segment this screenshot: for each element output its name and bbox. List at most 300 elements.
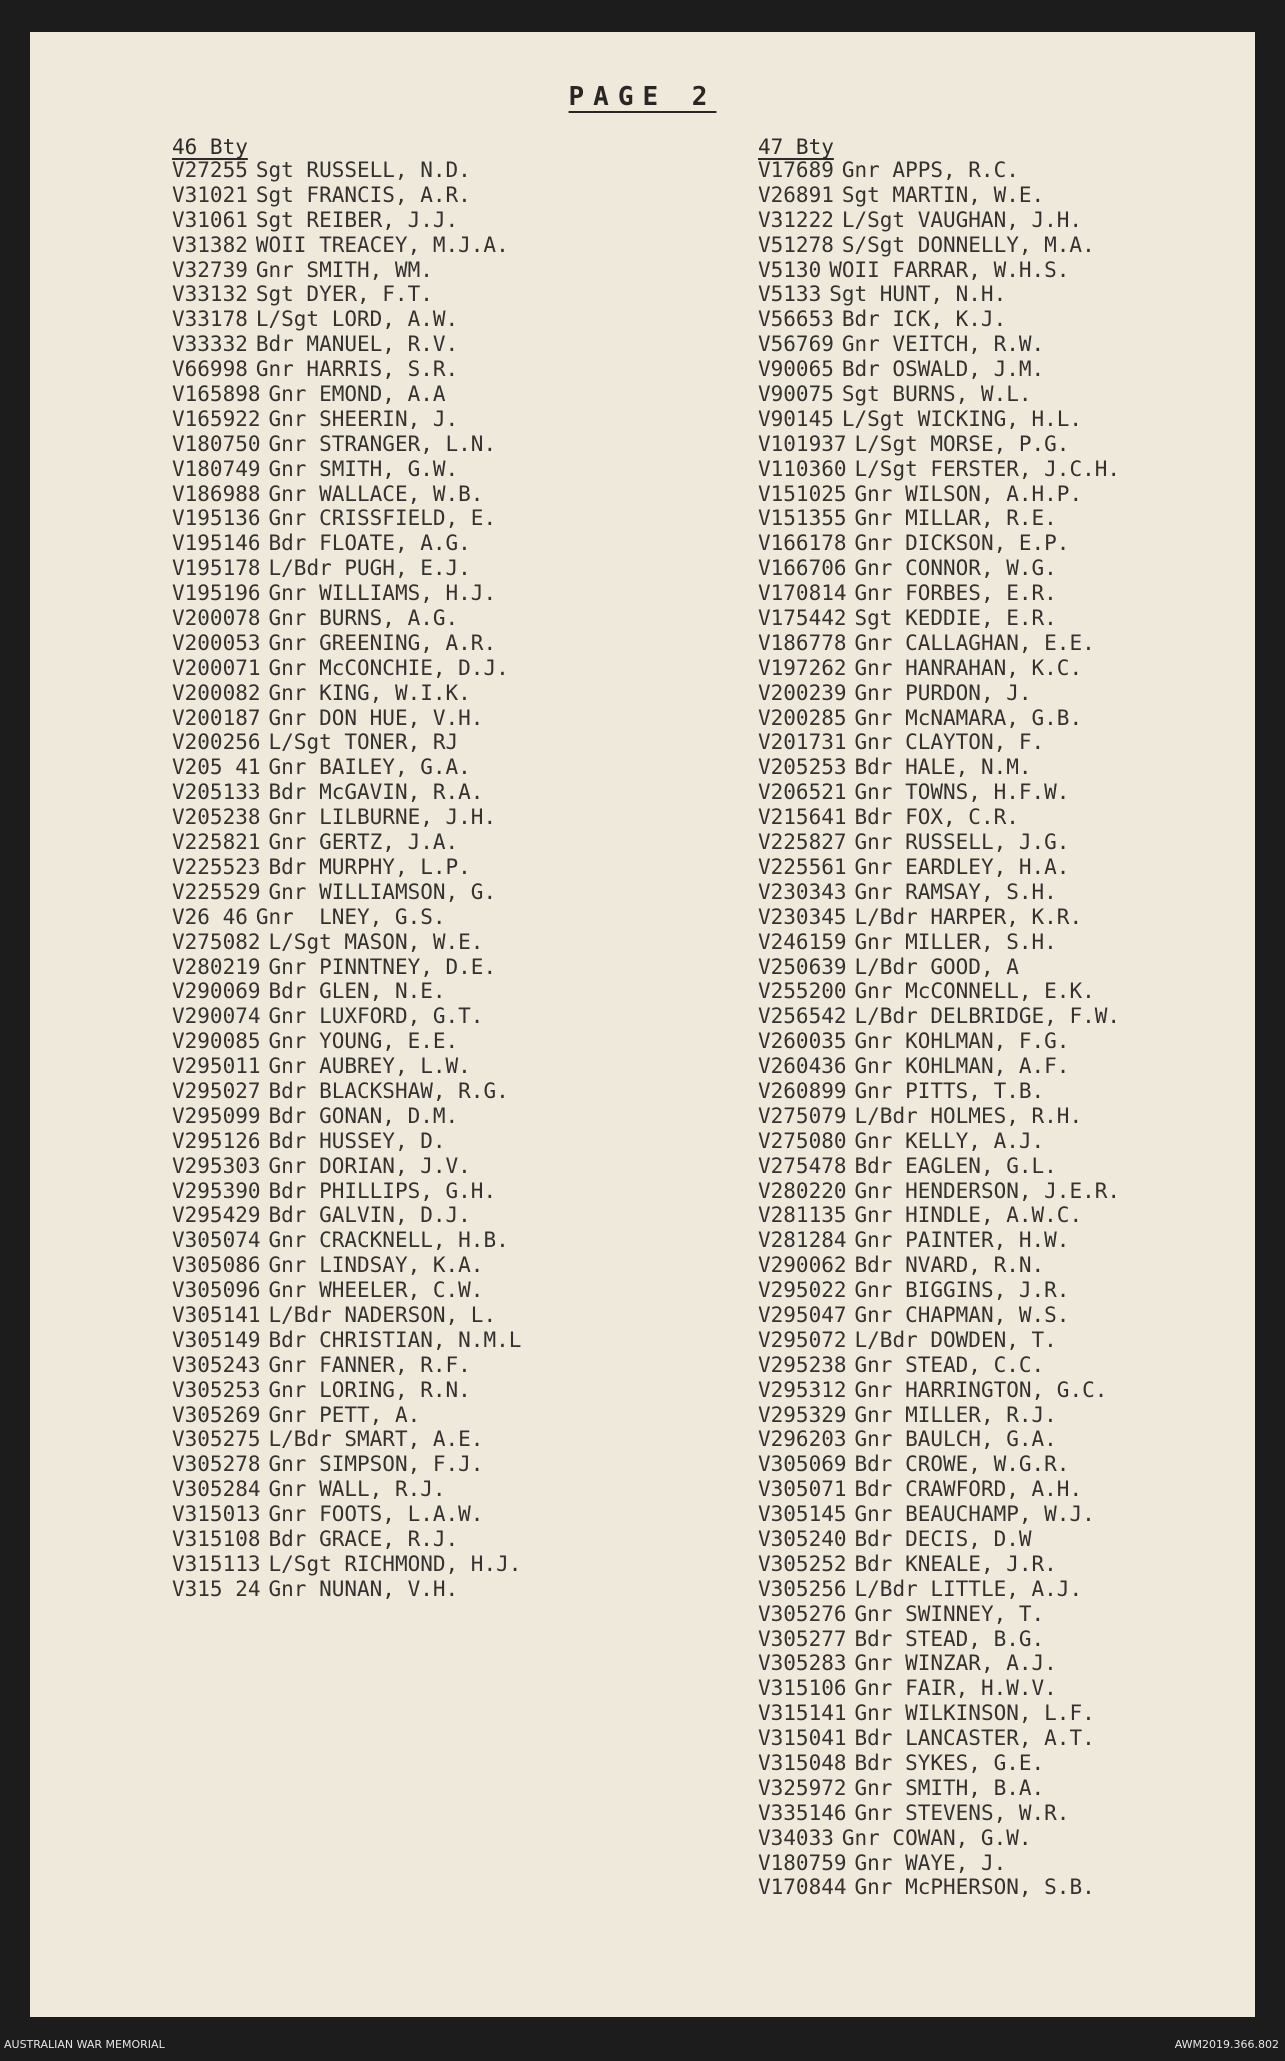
battery-47-list bbox=[758, 158, 1120, 1900]
list-item bbox=[758, 457, 1120, 482]
list-item bbox=[172, 258, 521, 283]
service-number: V315113 bbox=[172, 1551, 261, 1576]
rank-and-name: Bdr GRACE, R.J. bbox=[268, 1526, 459, 1551]
service-number: V151025 bbox=[758, 481, 847, 506]
rank-and-name: Gnr MILLER, R.J. bbox=[854, 1402, 1057, 1427]
list-item bbox=[758, 1253, 1120, 1278]
rank-and-name: Gnr COWAN, G.W. bbox=[841, 1825, 1032, 1850]
list-item bbox=[172, 730, 521, 755]
rank-and-name: L/Bdr DOWDEN, T. bbox=[854, 1327, 1057, 1352]
rank-and-name: Gnr McNAMARA, G.B. bbox=[854, 705, 1083, 730]
list-item bbox=[172, 1552, 521, 1577]
rank-and-name: Gnr SMITH, WM. bbox=[255, 257, 433, 282]
list-item bbox=[758, 1602, 1120, 1627]
rank-and-name: L/Bdr HOLMES, R.H. bbox=[854, 1103, 1083, 1128]
battery-46-heading: 46 Bty bbox=[172, 135, 248, 159]
rank-and-name: Gnr LNEY, G.S. bbox=[255, 904, 446, 929]
list-item bbox=[172, 1129, 521, 1154]
rank-and-name: Gnr BAULCH, G.A. bbox=[854, 1427, 1057, 1452]
rank-and-name: WOII FARRAR, W.H.S. bbox=[829, 257, 1070, 282]
rank-and-name: Bdr KNEALE, J.R. bbox=[854, 1551, 1057, 1576]
rank-and-name: L/Bdr PUGH, E.J. bbox=[268, 556, 471, 581]
list-item bbox=[758, 1104, 1120, 1129]
service-number: V315048 bbox=[758, 1751, 847, 1775]
rank-and-name: L/Sgt RICHMOND, H.J. bbox=[268, 1551, 522, 1576]
rank-and-name: Gnr DORIAN, J.V. bbox=[268, 1153, 471, 1178]
service-number: V230345 bbox=[758, 904, 847, 929]
service-number: V280220 bbox=[758, 1178, 847, 1203]
list-item bbox=[758, 282, 1120, 307]
service-number: V200239 bbox=[758, 680, 847, 705]
list-item bbox=[172, 631, 521, 656]
rank-and-name: Gnr HINDLE, A.W.C. bbox=[854, 1203, 1083, 1228]
service-number: V281135 bbox=[758, 1203, 847, 1228]
list-item bbox=[758, 1203, 1120, 1228]
list-item bbox=[172, 1278, 521, 1303]
list-item bbox=[758, 930, 1120, 955]
document-page bbox=[30, 32, 1255, 2017]
service-number: V305269 bbox=[172, 1402, 261, 1427]
list-item bbox=[758, 681, 1120, 706]
rank-and-name: L/Bdr SMART, A.E. bbox=[268, 1427, 484, 1452]
list-item bbox=[758, 1701, 1120, 1726]
rank-and-name: Gnr RAMSAY, S.H. bbox=[854, 879, 1057, 904]
rank-and-name: Gnr MILLER, S.H. bbox=[854, 929, 1057, 954]
service-number: V315041 bbox=[758, 1726, 847, 1751]
list-item bbox=[758, 755, 1120, 780]
rank-and-name: Gnr STEAD, C.C. bbox=[854, 1352, 1045, 1377]
rank-and-name: Gnr LUXFORD, G.T. bbox=[268, 1004, 484, 1029]
list-item bbox=[172, 158, 521, 183]
rank-and-name: Gnr SWINNEY, T. bbox=[854, 1601, 1045, 1626]
list-item bbox=[758, 1129, 1120, 1154]
service-number: V33132 bbox=[172, 282, 248, 307]
rank-and-name: Bdr CHRISTIAN, N.M.L bbox=[268, 1327, 522, 1352]
list-item bbox=[172, 282, 521, 307]
rank-and-name: Bdr STEAD, B.G. bbox=[854, 1626, 1045, 1651]
service-number: V197262 bbox=[758, 655, 847, 680]
service-number: V225827 bbox=[758, 830, 847, 855]
service-number: V170814 bbox=[758, 581, 847, 606]
rank-and-name: Gnr DON HUE, V.H. bbox=[268, 705, 484, 730]
list-item bbox=[758, 1228, 1120, 1253]
service-number: V281284 bbox=[758, 1228, 847, 1253]
rank-and-name: Gnr CRISSFIELD, E. bbox=[268, 506, 497, 531]
rank-and-name: Gnr WILSON, A.H.P. bbox=[854, 481, 1083, 506]
service-number: V31061 bbox=[172, 207, 248, 232]
service-number: V290062 bbox=[758, 1253, 847, 1278]
rank-and-name: Gnr SHEERIN, J. bbox=[268, 406, 459, 431]
rank-and-name: S/Sgt DONNELLY, M.A. bbox=[841, 232, 1095, 257]
service-number: V305069 bbox=[758, 1452, 847, 1477]
service-number: V335146 bbox=[758, 1800, 847, 1825]
service-number: V250639 bbox=[758, 954, 847, 979]
list-item bbox=[172, 1353, 521, 1378]
service-number: V27255 bbox=[172, 158, 248, 182]
list-item bbox=[172, 656, 521, 681]
service-number: V101937 bbox=[758, 431, 847, 456]
service-number: V32739 bbox=[172, 257, 248, 282]
list-item bbox=[758, 656, 1120, 681]
list-item bbox=[172, 1527, 521, 1552]
list-item bbox=[758, 780, 1120, 805]
list-item bbox=[758, 258, 1120, 283]
rank-and-name: Gnr WHEELER, C.W. bbox=[268, 1278, 484, 1303]
list-item bbox=[172, 233, 521, 258]
footer-accession-id: AWM2019.366.802 bbox=[1174, 2038, 1279, 2051]
service-number: V305277 bbox=[758, 1626, 847, 1651]
list-item bbox=[758, 1552, 1120, 1577]
list-item bbox=[172, 1154, 521, 1179]
service-number: V56769 bbox=[758, 332, 834, 357]
rank-and-name: Gnr SMITH, B.A. bbox=[854, 1775, 1045, 1800]
rank-and-name: Gnr HARRINGTON, G.C. bbox=[854, 1377, 1108, 1402]
list-item bbox=[758, 1278, 1120, 1303]
rank-and-name: Gnr BAILEY, G.A. bbox=[268, 755, 471, 780]
service-number: V255200 bbox=[758, 979, 847, 1004]
rank-and-name: Gnr CRACKNELL, H.B. bbox=[268, 1228, 509, 1253]
service-number: V205253 bbox=[758, 755, 847, 780]
list-item bbox=[758, 979, 1120, 1004]
list-item bbox=[758, 1477, 1120, 1502]
service-number: V260436 bbox=[758, 1054, 847, 1079]
battery-47-column bbox=[758, 136, 1120, 1900]
service-number: V275082 bbox=[172, 929, 261, 954]
battery-46-column bbox=[172, 136, 521, 1602]
list-item bbox=[758, 606, 1120, 631]
list-item bbox=[758, 307, 1120, 332]
list-item bbox=[758, 1353, 1120, 1378]
list-item bbox=[172, 457, 521, 482]
service-number: V200071 bbox=[172, 655, 261, 680]
list-item bbox=[172, 1004, 521, 1029]
rank-and-name: Gnr PETT, A. bbox=[268, 1402, 421, 1427]
service-number: V186778 bbox=[758, 630, 847, 655]
list-item bbox=[758, 830, 1120, 855]
list-item bbox=[172, 1378, 521, 1403]
rank-and-name: L/Sgt TONER, RJ bbox=[268, 730, 459, 755]
service-number: V26 46 bbox=[172, 904, 248, 929]
service-number: V325972 bbox=[758, 1775, 847, 1800]
rank-and-name: Gnr WILLIAMSON, G. bbox=[268, 879, 497, 904]
service-number: V275478 bbox=[758, 1153, 847, 1178]
list-item bbox=[172, 407, 521, 432]
battery-46-list bbox=[172, 158, 521, 1602]
rank-and-name: Gnr KELLY, A.J. bbox=[854, 1128, 1045, 1153]
list-item bbox=[172, 382, 521, 407]
service-number: V195146 bbox=[172, 531, 261, 556]
service-number: V33332 bbox=[172, 332, 248, 357]
rank-and-name: Bdr SYKES, G.E. bbox=[854, 1751, 1045, 1775]
list-item bbox=[758, 1577, 1120, 1602]
page-title: PAGE 2 bbox=[568, 82, 717, 112]
rank-and-name: L/Bdr DELBRIDGE, F.W. bbox=[854, 1004, 1121, 1029]
service-number: V305240 bbox=[758, 1526, 847, 1551]
list-item bbox=[172, 1079, 521, 1104]
list-item bbox=[172, 755, 521, 780]
service-number: V195196 bbox=[172, 581, 261, 606]
list-item bbox=[758, 1079, 1120, 1104]
list-item bbox=[172, 208, 521, 233]
service-number: V295027 bbox=[172, 1078, 261, 1103]
list-item bbox=[758, 1676, 1120, 1701]
list-item bbox=[758, 905, 1120, 930]
rank-and-name: Gnr WINZAR, A.J. bbox=[854, 1651, 1057, 1676]
rank-and-name: Bdr CROWE, W.G.R. bbox=[854, 1452, 1070, 1477]
list-item bbox=[172, 979, 521, 1004]
service-number: V295011 bbox=[172, 1054, 261, 1079]
service-number: V305284 bbox=[172, 1477, 261, 1502]
rank-and-name: Sgt KEDDIE, E.R. bbox=[854, 606, 1057, 631]
rank-and-name: Bdr ICK, K.J. bbox=[841, 307, 1007, 332]
service-number: V225523 bbox=[172, 854, 261, 879]
service-number: V305283 bbox=[758, 1651, 847, 1676]
list-item bbox=[758, 1427, 1120, 1452]
rank-and-name: Bdr HALE, N.M. bbox=[854, 755, 1032, 780]
list-item bbox=[172, 830, 521, 855]
service-number: V225529 bbox=[172, 879, 261, 904]
service-number: V200078 bbox=[172, 606, 261, 631]
service-number: V31021 bbox=[172, 182, 248, 207]
service-number: V295022 bbox=[758, 1278, 847, 1303]
list-item bbox=[758, 1875, 1120, 1900]
service-number: V305071 bbox=[758, 1477, 847, 1502]
list-item bbox=[172, 332, 521, 357]
service-number: V305149 bbox=[172, 1327, 261, 1352]
list-item bbox=[758, 432, 1120, 457]
list-item bbox=[172, 805, 521, 830]
rank-and-name: Gnr STEVENS, W.R. bbox=[854, 1800, 1070, 1825]
rank-and-name: Gnr WALL, R.J. bbox=[268, 1477, 446, 1502]
list-item bbox=[172, 681, 521, 706]
rank-and-name: Gnr WAYE, J. bbox=[854, 1850, 1007, 1875]
list-item bbox=[172, 780, 521, 805]
list-item bbox=[758, 208, 1120, 233]
service-number: V90075 bbox=[758, 382, 834, 407]
list-item bbox=[172, 606, 521, 631]
list-item bbox=[758, 805, 1120, 830]
service-number: V5133 bbox=[758, 282, 822, 307]
rank-and-name: Bdr HUSSEY, D. bbox=[268, 1128, 446, 1153]
rank-and-name: Gnr YOUNG, E.E. bbox=[268, 1029, 459, 1054]
service-number: V256542 bbox=[758, 1004, 847, 1029]
list-item bbox=[172, 1452, 521, 1477]
service-number: V295099 bbox=[172, 1103, 261, 1128]
rank-and-name: Gnr HARRIS, S.R. bbox=[255, 357, 459, 382]
list-item bbox=[758, 1502, 1120, 1527]
service-number: V260899 bbox=[758, 1078, 847, 1103]
service-number: V315106 bbox=[758, 1676, 847, 1701]
rank-and-name: Gnr DICKSON, E.P. bbox=[854, 531, 1070, 556]
rank-and-name: Bdr GLEN, N.E. bbox=[268, 979, 446, 1004]
list-item bbox=[172, 357, 521, 382]
rank-and-name: Gnr CHAPMAN, W.S. bbox=[854, 1302, 1070, 1327]
service-number: V170844 bbox=[758, 1875, 847, 1900]
list-item bbox=[172, 706, 521, 731]
rank-and-name: Gnr CLAYTON, F. bbox=[854, 730, 1045, 755]
list-item bbox=[758, 1054, 1120, 1079]
rank-and-name: Bdr FLOATE, A.G. bbox=[268, 531, 471, 556]
rank-and-name: L/Sgt MORSE, P.G. bbox=[854, 431, 1070, 456]
service-number: V66998 bbox=[172, 357, 248, 382]
service-number: V305253 bbox=[172, 1377, 261, 1402]
service-number: V315141 bbox=[758, 1701, 847, 1726]
list-item bbox=[758, 1751, 1120, 1776]
service-number: V280219 bbox=[172, 954, 261, 979]
rank-and-name: Gnr McPHERSON, S.B. bbox=[854, 1875, 1095, 1900]
service-number: V305086 bbox=[172, 1253, 261, 1278]
rank-and-name: Gnr BURNS, A.G. bbox=[268, 606, 459, 631]
list-item bbox=[758, 631, 1120, 656]
rank-and-name: Bdr FOX, C.R. bbox=[854, 805, 1019, 830]
service-number: V205 41 bbox=[172, 755, 261, 780]
list-item bbox=[758, 955, 1120, 980]
list-item bbox=[172, 1502, 521, 1527]
service-number: V295429 bbox=[172, 1203, 261, 1228]
service-number: V305141 bbox=[172, 1302, 261, 1327]
list-item bbox=[758, 1726, 1120, 1751]
rank-and-name: Gnr BIGGINS, J.R. bbox=[854, 1278, 1070, 1303]
rank-and-name: Sgt RUSSELL, N.D. bbox=[255, 158, 471, 182]
list-item bbox=[758, 1627, 1120, 1652]
list-item bbox=[172, 556, 521, 581]
service-number: V295390 bbox=[172, 1178, 261, 1203]
rank-and-name: Gnr PURDON, J. bbox=[854, 680, 1032, 705]
service-number: V201731 bbox=[758, 730, 847, 755]
rank-and-name: Bdr LANCASTER, A.T. bbox=[854, 1726, 1095, 1751]
service-number: V305275 bbox=[172, 1427, 261, 1452]
list-item bbox=[758, 357, 1120, 382]
list-item bbox=[758, 1303, 1120, 1328]
rank-and-name: Gnr SIMPSON, F.J. bbox=[268, 1452, 484, 1477]
list-item bbox=[758, 1179, 1120, 1204]
list-item bbox=[172, 506, 521, 531]
list-item bbox=[758, 382, 1120, 407]
service-number: V56653 bbox=[758, 307, 834, 332]
service-number: V225821 bbox=[172, 830, 261, 855]
list-item bbox=[758, 1328, 1120, 1353]
rank-and-name: Gnr GREENING, A.R. bbox=[268, 630, 497, 655]
rank-and-name: Gnr STRANGER, L.N. bbox=[268, 431, 497, 456]
service-number: V305276 bbox=[758, 1601, 847, 1626]
rank-and-name: Gnr AUBREY, L.W. bbox=[268, 1054, 471, 1079]
rank-and-name: Bdr BLACKSHAW, R.G. bbox=[268, 1078, 509, 1103]
rank-and-name: WOII TREACEY, M.J.A. bbox=[255, 232, 509, 257]
rank-and-name: Gnr TOWNS, H.F.W. bbox=[854, 780, 1070, 805]
list-item bbox=[758, 1851, 1120, 1876]
rank-and-name: Gnr PITTS, T.B. bbox=[854, 1078, 1045, 1103]
rank-and-name: Sgt BURNS, W.L. bbox=[841, 382, 1032, 407]
rank-and-name: Bdr MURPHY, L.P. bbox=[268, 854, 471, 879]
service-number: V315 24 bbox=[172, 1576, 261, 1601]
service-number: V225561 bbox=[758, 854, 847, 879]
service-number: V180749 bbox=[172, 456, 261, 481]
list-item bbox=[758, 183, 1120, 208]
service-number: V166178 bbox=[758, 531, 847, 556]
service-number: V165898 bbox=[172, 382, 261, 407]
service-number: V195178 bbox=[172, 556, 261, 581]
rank-and-name: Bdr GONAN, D.M. bbox=[268, 1103, 459, 1128]
rank-and-name: Gnr FAIR, H.W.V. bbox=[854, 1676, 1057, 1701]
list-item bbox=[172, 880, 521, 905]
service-number: V230343 bbox=[758, 879, 847, 904]
list-item bbox=[172, 183, 521, 208]
rank-and-name: Gnr McCONNELL, E.K. bbox=[854, 979, 1095, 1004]
list-item bbox=[758, 1378, 1120, 1403]
service-number: V305096 bbox=[172, 1278, 261, 1303]
rank-and-name: Gnr PINNTNEY, D.E. bbox=[268, 954, 497, 979]
rank-and-name: Bdr NVARD, R.N. bbox=[854, 1253, 1045, 1278]
list-item bbox=[172, 905, 521, 930]
rank-and-name: Sgt FRANCIS, A.R. bbox=[255, 182, 471, 207]
rank-and-name: Bdr EAGLEN, G.L. bbox=[854, 1153, 1057, 1178]
list-item bbox=[172, 1328, 521, 1353]
service-number: V186988 bbox=[172, 481, 261, 506]
list-item bbox=[172, 1179, 521, 1204]
service-number: V200285 bbox=[758, 705, 847, 730]
rank-and-name: L/Sgt MASON, W.E. bbox=[268, 929, 484, 954]
service-number: V295047 bbox=[758, 1302, 847, 1327]
list-item bbox=[758, 506, 1120, 531]
list-item bbox=[172, 432, 521, 457]
rank-and-name: L/Bdr NADERSON, L. bbox=[268, 1302, 497, 1327]
rank-and-name: Bdr McGAVIN, R.A. bbox=[268, 780, 484, 805]
rank-and-name: Gnr LINDSAY, K.A. bbox=[268, 1253, 484, 1278]
service-number: V260035 bbox=[758, 1029, 847, 1054]
rank-and-name: Gnr CONNOR, W.G. bbox=[854, 556, 1057, 581]
list-item bbox=[172, 930, 521, 955]
list-item bbox=[758, 1004, 1120, 1029]
rank-and-name: Gnr EARDLEY, H.A. bbox=[854, 854, 1070, 879]
list-item bbox=[172, 482, 521, 507]
rank-and-name: Gnr WILKINSON, L.F. bbox=[854, 1701, 1095, 1726]
rank-and-name: Gnr HANRAHAN, K.C. bbox=[854, 655, 1083, 680]
list-item bbox=[172, 955, 521, 980]
rank-and-name: Gnr SMITH, G.W. bbox=[268, 456, 459, 481]
service-number: V295126 bbox=[172, 1128, 261, 1153]
service-number: V295312 bbox=[758, 1377, 847, 1402]
rank-and-name: Sgt HUNT, N.H. bbox=[829, 282, 1007, 307]
rank-and-name: Gnr LORING, R.N. bbox=[268, 1377, 471, 1402]
rank-and-name: Gnr FANNER, R.F. bbox=[268, 1352, 471, 1377]
service-number: V34033 bbox=[758, 1825, 834, 1850]
service-number: V305074 bbox=[172, 1228, 261, 1253]
service-number: V275080 bbox=[758, 1128, 847, 1153]
rank-and-name: Gnr PAINTER, H.W. bbox=[854, 1228, 1070, 1253]
service-number: V295072 bbox=[758, 1327, 847, 1352]
service-number: V31382 bbox=[172, 232, 248, 257]
service-number: V5130 bbox=[758, 257, 822, 282]
list-item bbox=[758, 158, 1120, 183]
list-item bbox=[172, 1427, 521, 1452]
rank-and-name: Sgt DYER, F.T. bbox=[255, 282, 433, 307]
service-number: V200082 bbox=[172, 680, 261, 705]
list-item bbox=[172, 1403, 521, 1428]
rank-and-name: Gnr KOHLMAN, A.F. bbox=[854, 1054, 1070, 1079]
rank-and-name: Gnr RUSSELL, J.G. bbox=[854, 830, 1070, 855]
service-number: V290069 bbox=[172, 979, 261, 1004]
service-number: V110360 bbox=[758, 456, 847, 481]
service-number: V296203 bbox=[758, 1427, 847, 1452]
list-item bbox=[758, 706, 1120, 731]
list-item bbox=[758, 1651, 1120, 1676]
service-number: V26891 bbox=[758, 182, 834, 207]
rank-and-name: Bdr MANUEL, R.V. bbox=[255, 332, 459, 357]
rank-and-name: Gnr KING, W.I.K. bbox=[268, 680, 471, 705]
service-number: V295329 bbox=[758, 1402, 847, 1427]
list-item bbox=[758, 1527, 1120, 1552]
service-number: V165922 bbox=[172, 406, 261, 431]
